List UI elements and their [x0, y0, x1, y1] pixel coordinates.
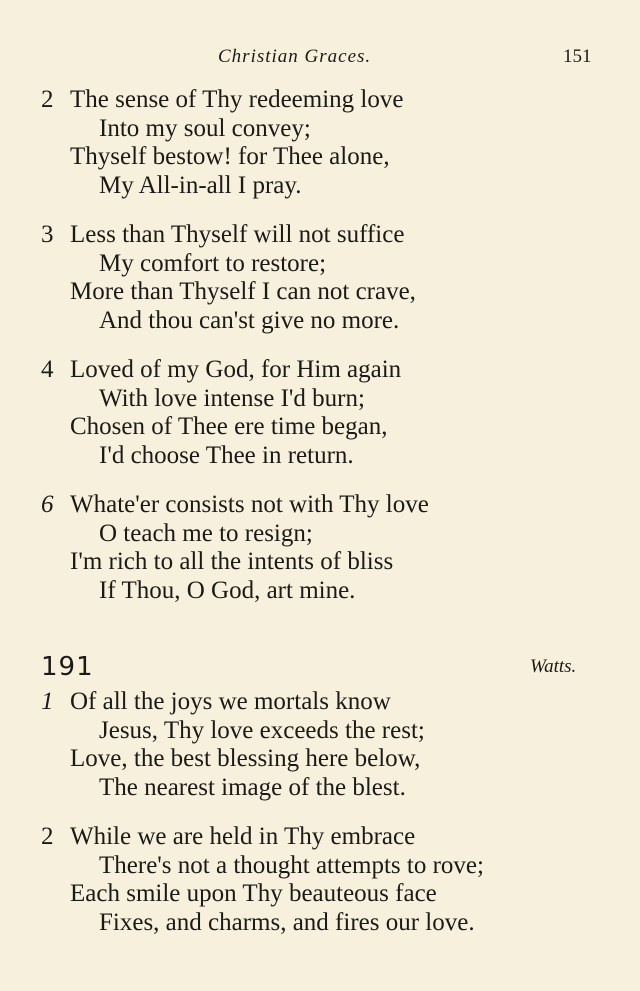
verse-number: 4: [41, 356, 54, 383]
hymn-header: [0, 652, 640, 684]
verse-line: My All-in-all I pray.: [99, 171, 302, 199]
verse-line: Loved of my God, for Him again: [70, 356, 402, 383]
hymn-author: Watts.: [530, 656, 577, 677]
verse-line: Each smile upon Thy beauteous face: [70, 880, 437, 907]
verse-number: 3: [41, 221, 54, 248]
verse-line: Jesus, Thy love exceeds the rest;: [99, 716, 425, 744]
verse-number: 2: [41, 823, 54, 850]
page-number: 151: [563, 46, 592, 67]
verse-number: 2: [41, 86, 54, 113]
hymn-number: 191: [41, 652, 94, 682]
verse-line: While we are held in Thy embrace: [70, 823, 416, 850]
verse-line: The nearest image of the blest.: [99, 773, 406, 801]
verse-line: There's not a thought attempts to rove;: [99, 851, 484, 879]
verse-number: 6: [41, 491, 54, 518]
verse-line: Into my soul convey;: [99, 114, 311, 142]
verse-4: [0, 356, 640, 470]
verse-line: With love intense I'd burn;: [99, 384, 365, 412]
verse-line: O teach me to resign;: [99, 519, 313, 547]
verse-line: Less than Thyself will not suffice: [70, 221, 405, 248]
running-title: Christian Graces.: [218, 46, 372, 67]
verse-line: The sense of Thy redeeming love: [70, 86, 404, 113]
verse-line: My comfort to restore;: [99, 249, 327, 277]
running-head: [0, 46, 640, 74]
verse-line: Whate'er consists not with Thy love: [70, 491, 429, 518]
verse-line: Love, the best blessing here below,: [70, 745, 421, 772]
verse-line: Chosen of Thee ere time began,: [70, 413, 388, 440]
verse-number: 1: [41, 688, 54, 715]
verse-line: Thyself bestow! for Thee alone,: [70, 143, 390, 170]
hymn-191-verse-2: [0, 823, 640, 937]
verse-line: I'm rich to all the intents of bliss: [70, 548, 394, 575]
verse-line: I'd choose Thee in return.: [99, 441, 354, 469]
verse-line: And thou can'st give no more.: [99, 306, 400, 334]
verse-line: More than Thyself I can not crave,: [70, 278, 416, 305]
verse-line: Of all the joys we mortals know: [70, 688, 391, 715]
verse-2: [0, 86, 640, 200]
verse-line: Fixes, and charms, and fires our love.: [99, 908, 475, 936]
hymn-191-verse-1: [0, 688, 640, 802]
verse-line: If Thou, O God, art mine.: [99, 576, 356, 604]
verse-6: [0, 491, 640, 605]
verse-3: [0, 221, 640, 335]
